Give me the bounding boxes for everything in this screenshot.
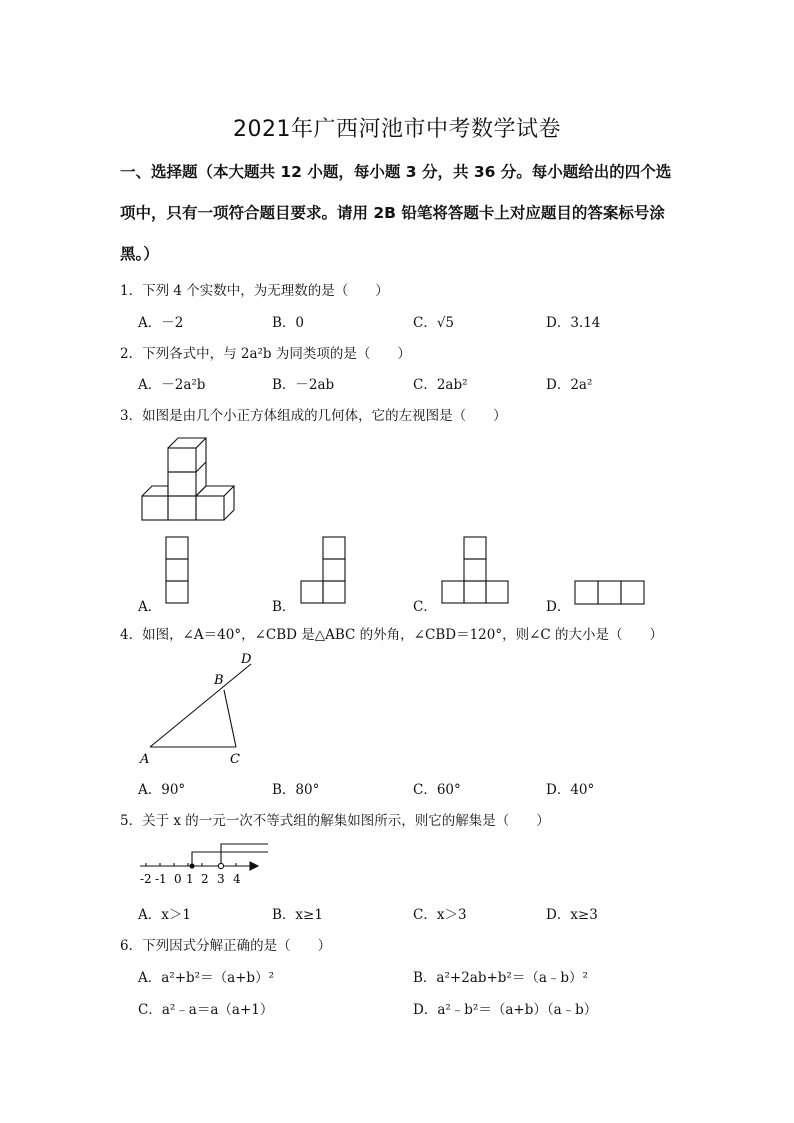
label-a: A [140, 752, 150, 767]
tick-label-neg1: -1 [155, 872, 167, 886]
question-1-option-c[interactable]: C．√5 [413, 315, 455, 331]
question-2-option-b[interactable]: B．－2ab [272, 377, 335, 393]
question-5-option-d[interactable]: D．x≥3 [546, 907, 598, 923]
tick-label-4: 4 [233, 872, 241, 886]
question-2-stem: 2．下列各式中，与 2a²b 为同类项的是（ ） [120, 346, 411, 362]
question-3-option-c-figure[interactable] [441, 536, 511, 606]
question-5-number-line [136, 838, 276, 890]
label-c: C [230, 752, 240, 767]
tick-label-2: 2 [201, 872, 209, 886]
tick-label-0: 0 [174, 872, 182, 886]
question-4-option-c[interactable]: C．60° [413, 782, 461, 798]
question-3-solid-figure [138, 432, 238, 524]
tick-label-neg2: -2 [140, 872, 152, 886]
question-3-option-a-figure[interactable] [165, 536, 189, 606]
question-4-stem: 4．如图，∠A＝40°，∠CBD 是△ABC 的外角，∠CBD＝120°，则∠C 的大小是（ ） [120, 627, 664, 643]
question-5-option-c[interactable]: C．x＞3 [413, 907, 467, 923]
label-b: B [214, 673, 224, 688]
question-2-option-a[interactable]: A．－2a²b [138, 377, 206, 393]
question-5-option-b[interactable]: B．x≥1 [272, 907, 323, 923]
question-3-option-b-figure[interactable] [300, 536, 348, 606]
question-3-stem: 3．如图是由几个小正方体组成的几何体，它的左视图是（ ） [120, 408, 507, 424]
question-4-option-a[interactable]: A．90° [138, 782, 186, 798]
question-2-option-c[interactable]: C．2ab² [413, 377, 468, 393]
question-3-option-c[interactable]: C． [413, 599, 437, 615]
question-3-option-d[interactable]: D． [546, 599, 571, 615]
tick-label-3: 3 [217, 872, 225, 886]
section-heading-line2: 项中，只有一项符合题目要求。请用 2B 铅笔将答题卡上对应题目的答案标号涂 [120, 204, 665, 222]
question-3-option-a[interactable]: A． [138, 599, 162, 615]
question-4-option-d[interactable]: D．40° [546, 782, 595, 798]
question-6-option-d[interactable]: D．a²﹣b²＝（a+b）（a﹣b） [413, 1002, 598, 1018]
question-5-stem: 5．关于 x 的一元一次不等式组的解集如图所示，则它的解集是（ ） [120, 813, 550, 829]
label-d: D [241, 652, 252, 667]
question-4-triangle-figure [138, 650, 268, 768]
question-3-option-b[interactable]: B． [272, 599, 296, 615]
question-5-option-a[interactable]: A．x＞1 [138, 907, 191, 923]
section-heading-line3: 黑。） [120, 245, 159, 263]
section-heading-line1: 一、选择题（本大题共 12 小题，每小题 3 分，共 36 分。每小题给出的四个选 [120, 163, 672, 181]
page-title: 2021年广西河池市中考数学试卷 [233, 117, 561, 142]
question-1-stem: 1．下列 4 个实数中，为无理数的是（ ） [120, 283, 389, 299]
question-2-option-d[interactable]: D．2a² [546, 377, 593, 393]
question-1-option-a[interactable]: A．－2 [138, 315, 184, 331]
question-6-option-a[interactable]: A．a²+b²＝（a+b）² [138, 970, 274, 986]
question-6-option-c[interactable]: C．a²﹣a＝a（a+1） [138, 1002, 274, 1018]
tick-label-1: 1 [186, 872, 194, 886]
question-3-option-d-figure[interactable] [574, 580, 646, 606]
question-4-option-b[interactable]: B．80° [272, 782, 320, 798]
question-1-option-b[interactable]: B．0 [272, 315, 305, 331]
question-6-stem: 6．下列因式分解正确的是（ ） [120, 938, 332, 954]
question-1-option-d[interactable]: D．3.14 [546, 315, 601, 331]
question-6-option-b[interactable]: B．a²+2ab+b²＝（a﹣b）² [413, 970, 588, 986]
